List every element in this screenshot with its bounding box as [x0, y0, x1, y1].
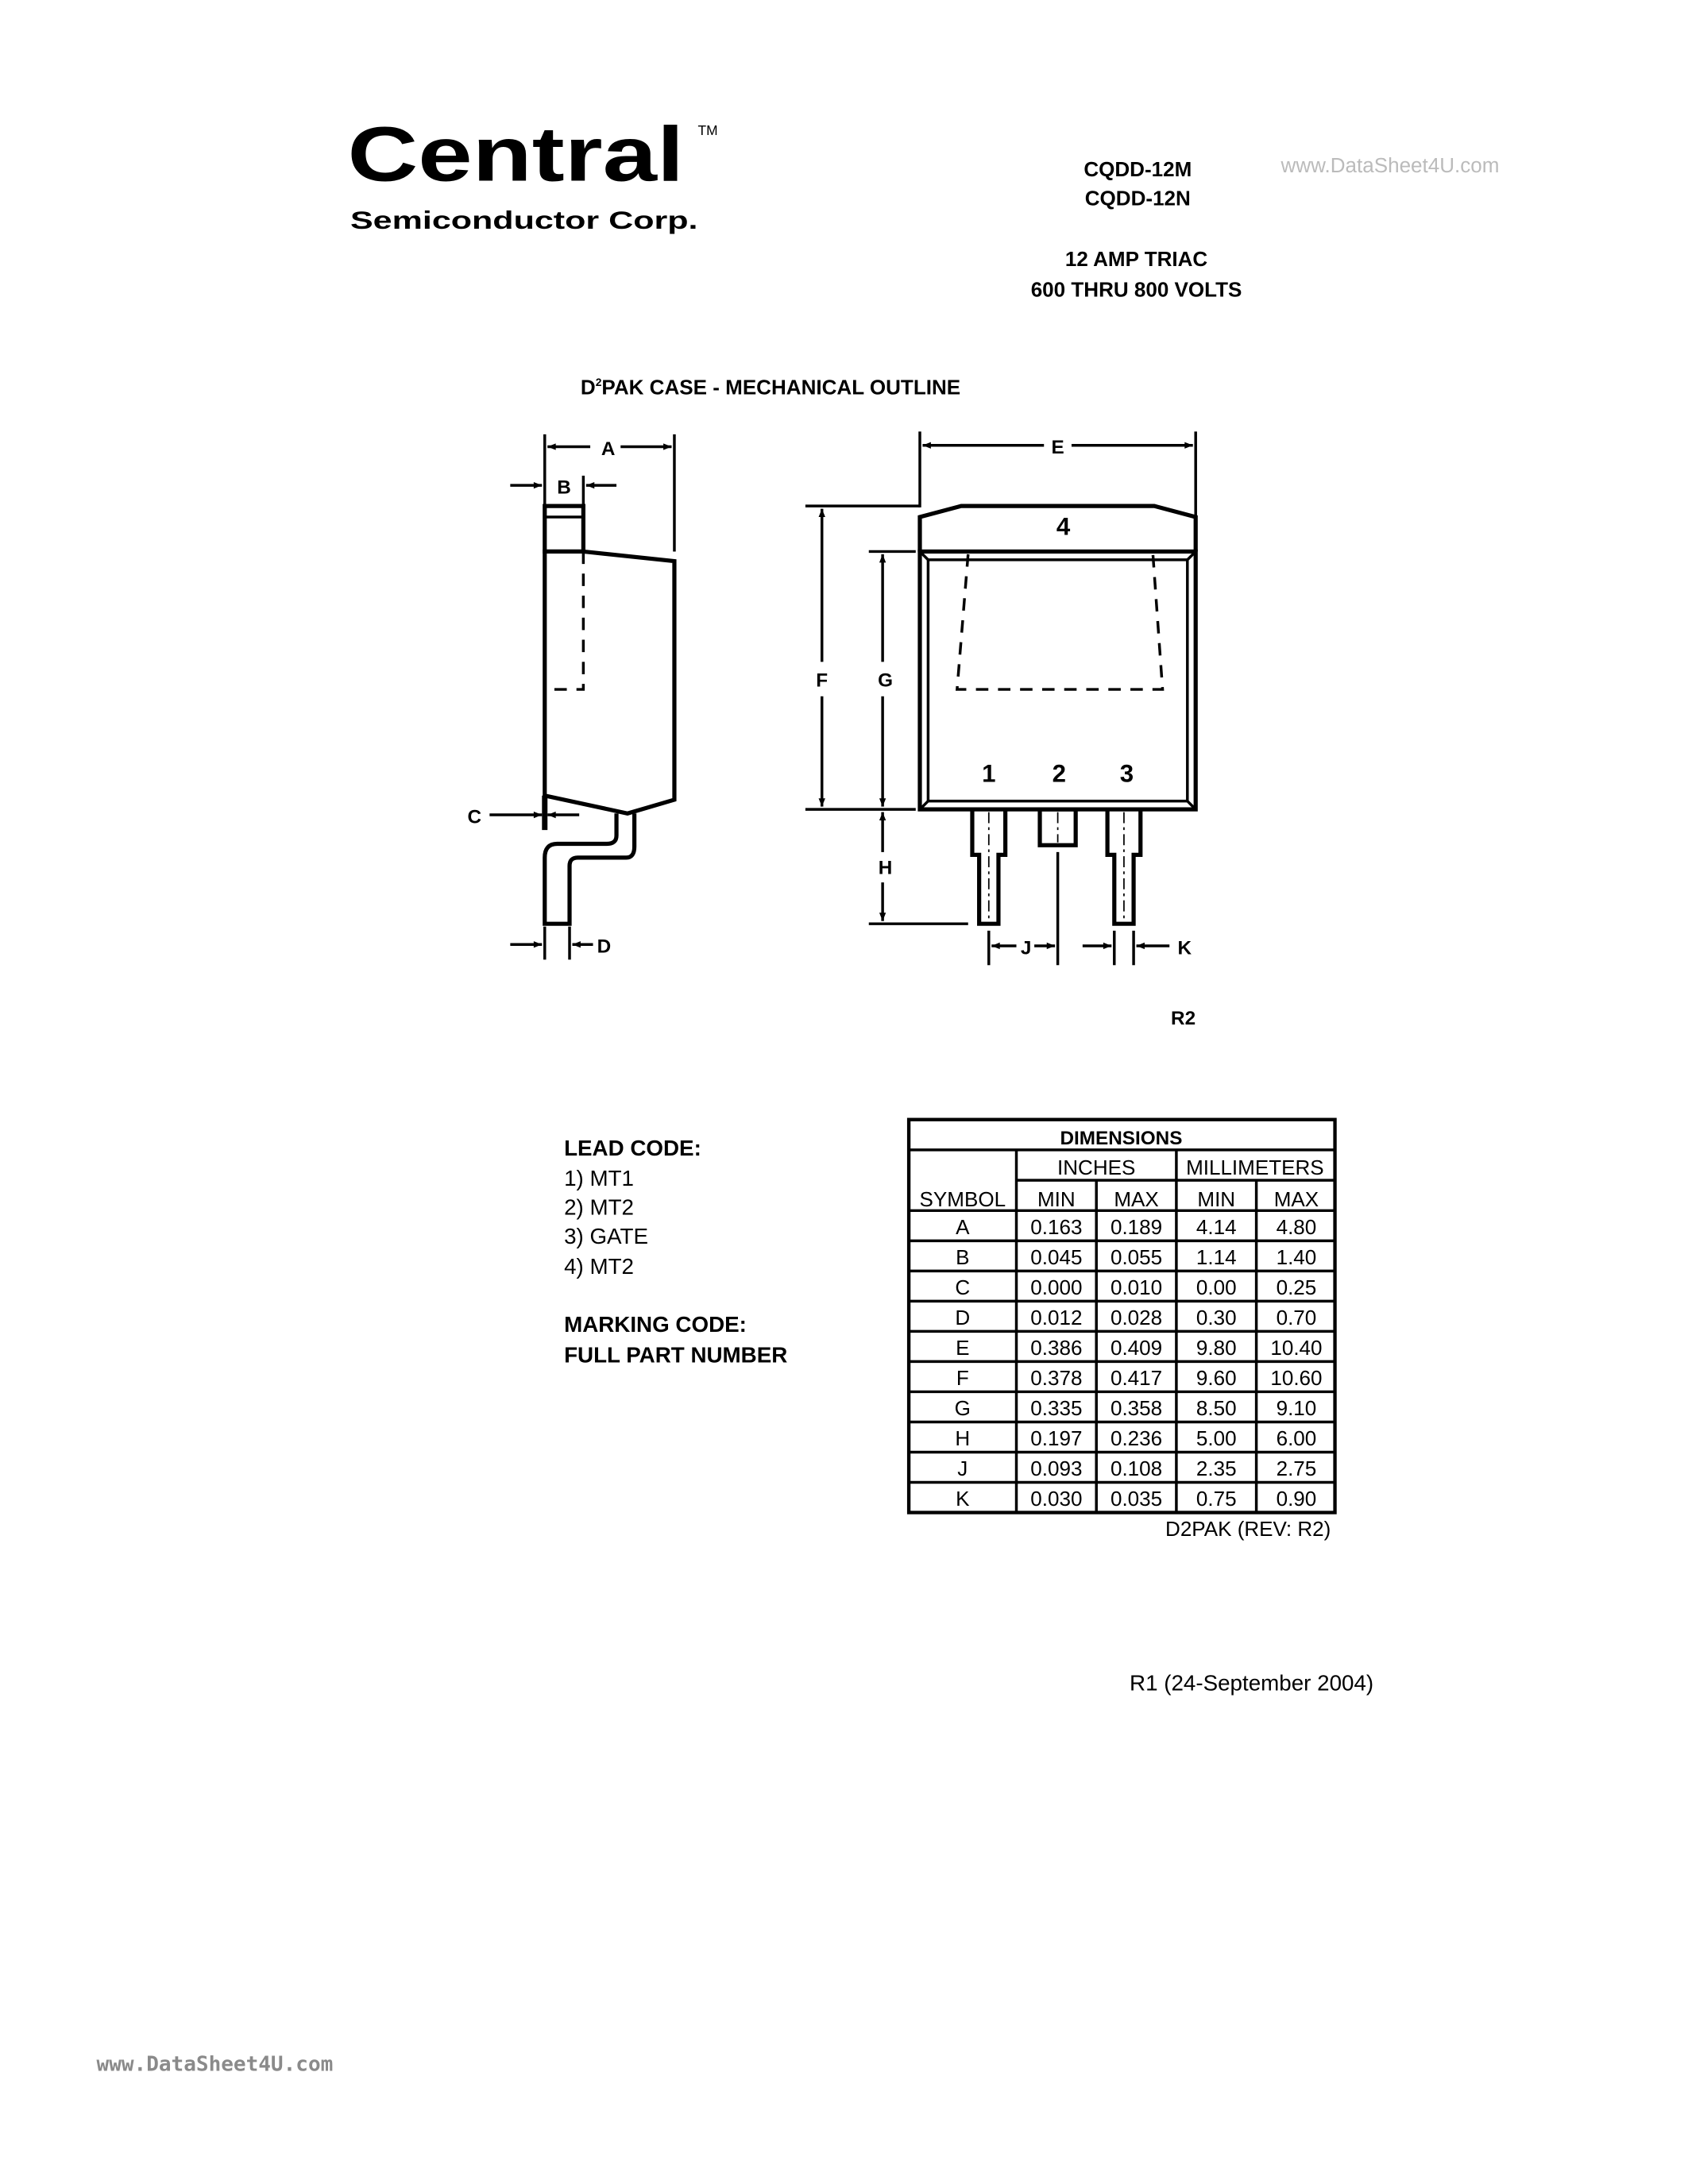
- watermark-top: www.DataSheet4U.com: [1280, 153, 1500, 178]
- drawing-revision: R2: [1171, 1007, 1196, 1029]
- lead-code-section: [564, 1136, 787, 1367]
- lead-code-item: 1) MT1: [564, 1166, 635, 1191]
- cell-value: 0.378: [1030, 1365, 1083, 1390]
- cell-value: 9.60: [1196, 1365, 1237, 1390]
- dimensions-table: [909, 1120, 1335, 1513]
- cell-value: 0.163: [1030, 1214, 1083, 1239]
- lead-code-item: 2) MT2: [564, 1194, 635, 1220]
- revision-note: R1 (24-September 2004): [1130, 1670, 1374, 1696]
- cell-symbol: H: [955, 1426, 971, 1450]
- cell-value: 4.80: [1276, 1214, 1317, 1239]
- cell-value: 10.60: [1270, 1365, 1323, 1390]
- watermark-bottom: www.DataSheet4U.com: [96, 2052, 334, 2077]
- dim-label-j: J: [1020, 937, 1032, 959]
- cell-value: 1.14: [1196, 1244, 1237, 1269]
- cell-symbol: E: [956, 1335, 970, 1360]
- header-mm-min: MIN: [1197, 1187, 1236, 1212]
- dim-label-h: H: [878, 857, 893, 879]
- header-inches: INCHES: [1057, 1156, 1136, 1180]
- cell-value: 9.10: [1276, 1395, 1317, 1420]
- description-line-1: 12 AMP TRIAC: [1064, 247, 1208, 272]
- cell-value: 2.35: [1196, 1456, 1237, 1480]
- table-row: [909, 1452, 1335, 1480]
- cell-value: 2.75: [1276, 1456, 1317, 1480]
- title-rest: PAK CASE - MECHANICAL OUTLINE: [601, 375, 961, 399]
- table-row: [909, 1391, 1335, 1420]
- dim-label-b: B: [557, 477, 571, 499]
- cell-value: 0.417: [1110, 1365, 1163, 1390]
- table-title: DIMENSIONS: [1060, 1127, 1183, 1149]
- cell-value: 9.80: [1196, 1335, 1237, 1360]
- title-superscript: 2: [595, 376, 602, 389]
- cell-value: 0.197: [1030, 1426, 1083, 1450]
- cell-value: 0.386: [1030, 1335, 1083, 1360]
- table-row: [909, 1422, 1335, 1450]
- lead-code-item: 3) GATE: [564, 1223, 649, 1248]
- table-row: [909, 1331, 1335, 1360]
- title-prefix: D: [580, 375, 596, 399]
- header-in-min: MIN: [1037, 1187, 1076, 1212]
- cell-value: 0.030: [1030, 1487, 1083, 1511]
- dim-label-g: G: [878, 669, 894, 692]
- marking-code-value: FULL PART NUMBER: [564, 1342, 788, 1368]
- cell-value: 0.90: [1276, 1487, 1317, 1511]
- cell-symbol: C: [955, 1275, 971, 1299]
- logo-tm: TM: [697, 122, 718, 139]
- cell-value: 0.055: [1110, 1244, 1163, 1269]
- cell-value: 0.25: [1276, 1275, 1317, 1299]
- cell-value: 0.236: [1110, 1426, 1163, 1450]
- cell-symbol: F: [956, 1365, 969, 1390]
- dim-label-e: E: [1051, 437, 1064, 459]
- cell-value: 1.40: [1276, 1244, 1317, 1269]
- lead-code-title: LEAD CODE:: [564, 1135, 701, 1160]
- pin-label-4: 4: [1056, 512, 1071, 541]
- cell-value: 0.012: [1030, 1305, 1083, 1329]
- cell-value: 0.335: [1030, 1395, 1083, 1420]
- cell-value: 0.010: [1110, 1275, 1163, 1299]
- cell-symbol: J: [957, 1456, 968, 1480]
- marking-code-title: MARKING CODE:: [564, 1312, 747, 1337]
- table-row: [909, 1301, 1335, 1329]
- header-symbol: SYMBOL: [919, 1187, 1006, 1212]
- header-in-max: MAX: [1114, 1187, 1159, 1212]
- table-row: [956, 1215, 1316, 1239]
- cell-value: 0.30: [1196, 1305, 1237, 1329]
- side-view-drawing: [467, 434, 674, 959]
- cell-value: 5.00: [1196, 1426, 1237, 1450]
- outline-title: [581, 376, 960, 399]
- part-number-2: CQDD-12N: [1084, 186, 1191, 210]
- cell-value: 0.00: [1196, 1275, 1237, 1299]
- cell-value: 0.045: [1030, 1244, 1083, 1269]
- table-row: [909, 1241, 1335, 1269]
- table-row: [909, 1361, 1335, 1390]
- cell-value: 0.000: [1030, 1275, 1083, 1299]
- cell-value: 0.035: [1110, 1487, 1163, 1511]
- cell-value: 4.14: [1196, 1214, 1237, 1239]
- cell-symbol: G: [954, 1395, 971, 1420]
- cell-value: 0.028: [1110, 1305, 1163, 1329]
- description-line-2: 600 THRU 800 VOLTS: [1030, 277, 1242, 302]
- pin-label-3: 3: [1119, 759, 1134, 788]
- part-number-1: CQDD-12M: [1083, 157, 1192, 182]
- header-mm-max: MAX: [1273, 1187, 1319, 1212]
- table-row: [909, 1482, 1335, 1511]
- pin-label-2: 2: [1052, 759, 1067, 788]
- pin-label-1: 1: [982, 759, 996, 788]
- cell-value: 10.40: [1270, 1335, 1323, 1360]
- cell-value: 0.70: [1276, 1305, 1317, 1329]
- table-footnote: D2PAK (REV: R2): [1165, 1517, 1331, 1542]
- cell-value: 0.358: [1110, 1395, 1163, 1420]
- dim-label-d: D: [597, 936, 612, 958]
- cell-value: 0.75: [1196, 1487, 1237, 1511]
- cell-symbol: A: [956, 1214, 970, 1239]
- logo-sub: Semiconductor Corp.: [350, 206, 698, 235]
- cell-symbol: K: [956, 1487, 970, 1511]
- cell-symbol: D: [955, 1305, 971, 1329]
- cell-value: 8.50: [1196, 1395, 1237, 1420]
- dim-label-f: F: [816, 669, 829, 692]
- logo-main: Central: [347, 110, 685, 198]
- svg-text:D2PAK CASE - MECHANICAL OUTLI: [581, 376, 960, 399]
- cell-value: 0.093: [1030, 1456, 1083, 1480]
- dim-label-k: K: [1177, 937, 1192, 959]
- cell-symbol: B: [956, 1244, 970, 1269]
- dim-label-c: C: [467, 806, 481, 828]
- cell-value: 0.108: [1110, 1456, 1163, 1480]
- cell-value: 0.189: [1110, 1214, 1163, 1239]
- cell-value: 6.00: [1276, 1426, 1317, 1450]
- cell-value: 0.409: [1110, 1335, 1163, 1360]
- lead-code-item: 4) MT2: [564, 1254, 635, 1279]
- dim-label-a: A: [601, 438, 616, 460]
- header-millimeters: MILLIMETERS: [1186, 1156, 1324, 1180]
- front-view-drawing: [805, 431, 1196, 965]
- company-logo: [347, 110, 717, 234]
- table-row: [909, 1271, 1335, 1299]
